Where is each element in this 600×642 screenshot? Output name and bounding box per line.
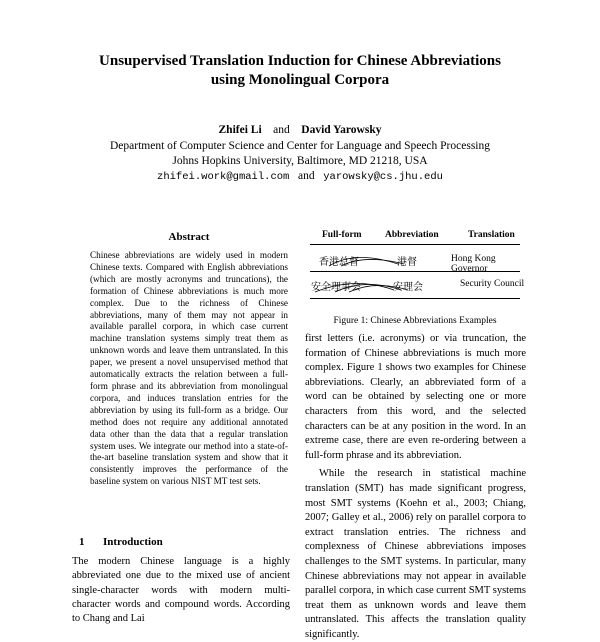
figure-row1-full-form: 香港总督 [319, 257, 359, 268]
email-2: yarowsky@cs.jhu.edu [323, 171, 443, 183]
affiliation-line1: Department of Computer Science and Center for Language and Speech Processing [109, 140, 490, 152]
authors-line [0, 123, 600, 138]
abstract-heading: Abstract [168, 231, 210, 243]
section-title: Introduction [103, 536, 163, 548]
figure-table [305, 230, 525, 302]
figure-row1-translation: Hong Kong Governor [451, 254, 496, 274]
figure-header-translation: Translation [468, 230, 515, 240]
right-column-text [305, 332, 526, 642]
paper-title-line1: Unsupervised Translation Induction for Chinese Abbreviations [99, 53, 501, 69]
figure-row2-full-form: 安全理事会 [311, 282, 361, 293]
figure-row2-abbreviation: 安理会 [393, 282, 423, 293]
email-conjunction: and [297, 170, 315, 182]
figure-rule-bottom [310, 298, 520, 299]
author-2: David Yarowsky [301, 124, 382, 136]
figure-header-full-form: Full-form [322, 230, 362, 240]
emails-line [0, 169, 600, 185]
right-column-paragraph-2: While the research in statistical machine translation (SMT) has made significant progress, most SMT systems (Koehn et al., 2003; Chiang, 2007; Galley et al., 2006) rely on parallel corpora to extract translation entries. The richness and complexness of Chinese abbreviations imposes challenges to the SMT systems. In particular, many Chinese abbreviations may not appear in available parallel corpora, in which case current SMT systems treat them as unknown words and leave them untranslated. This affects the translation quality significantly. [305, 468, 526, 640]
section-heading [79, 536, 163, 548]
figure-row1-abbreviation: 港督 [397, 257, 417, 268]
introduction-text: The modern Chinese language is a highly abbreviated one due to the mixed use of ancient single-character words with modern multi-character words and compound words. According to Chang and Lai [72, 556, 290, 625]
figure-rule-mid [310, 271, 520, 272]
figure-caption: Figure 1: Chinese Abbreviations Examples [333, 316, 497, 326]
author-1: Zhifei Li [218, 124, 262, 136]
right-column-paragraph-1: first letters (i.e. acronyms) or via truncation, the formation of Chinese abbreviations is much more complex. Figure 1 shows two examples for Chinese abbreviations. Clearly, an abbreviated form of a word can be obtained by selecting one or more characters from this word, and the selected characters can be at any position in the word. In an extreme case, there are even re-ordering between a full-form phrase and its abbreviation. [305, 333, 526, 461]
figure-row2-translation: Security Council [460, 279, 525, 289]
paper-title-line2: using Monolingual Corpora [210, 72, 390, 88]
email-1: zhifei.work@gmail.com [157, 171, 290, 183]
author-conjunction: and [273, 124, 290, 136]
abstract-text [90, 250, 288, 488]
affiliation-line2: Johns Hopkins University, Baltimore, MD 21218, USA [172, 155, 428, 167]
section-number: 1 [79, 536, 85, 548]
abstract-body: Chinese abbreviations are widely used in modern Chinese texts. Compared with English abbreviations (which are mostly acronyms and truncations), the formation of Chinese abbreviations is much more complex. Due to the richness of Chinese abbreviations, many of them may not appear in available parallel corpora, in which case current machine translation systems simply treat them as unknown words and leave them untranslated. In this paper, we present a novel unsupervised method that automatically extracts the relation between a full-form phrase and its abbreviation from monolingual corpora, and induces translation entries for the abbreviation by using its full-form as a bridge. Our method does not require any additional annotated data other than the data that a regular translation system uses. We integrate our method into a state-of-the-art baseline translation system and show that it consistently improves the performance of the baseline system on various NIST MT test sets. [90, 250, 288, 487]
figure-header-abbreviation: Abbreviation [385, 230, 439, 240]
